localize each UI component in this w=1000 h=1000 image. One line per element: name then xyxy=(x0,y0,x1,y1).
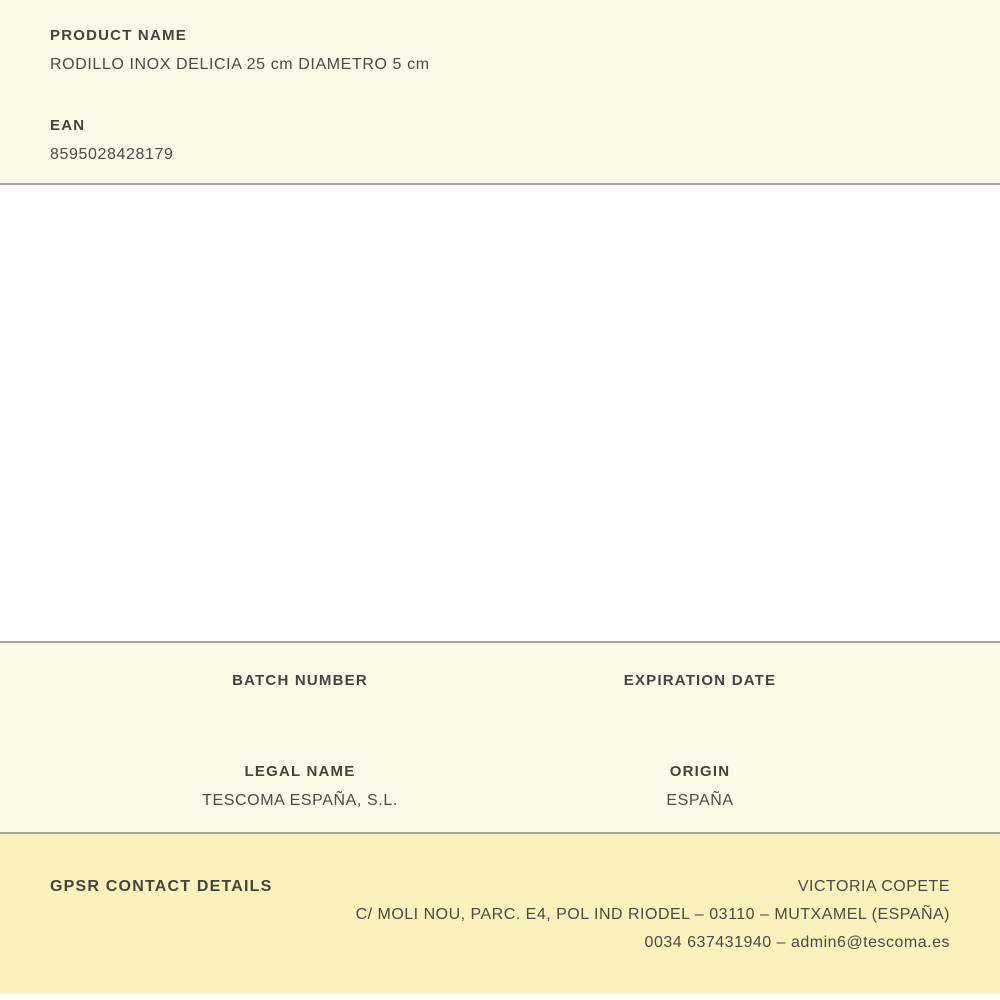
batch-number-value xyxy=(100,701,500,719)
details-section xyxy=(0,643,1000,834)
gpsr-contact-section xyxy=(0,834,1000,994)
ean-field xyxy=(50,117,950,164)
product-image-area xyxy=(0,185,1000,643)
contact-address: C/ MOLI NOU, PARC. E4, POL IND RIODEL – 03110 – MUTXAMEL (ESPAÑA) xyxy=(355,906,950,923)
expiration-date-field xyxy=(500,672,900,719)
origin-field xyxy=(500,763,900,810)
details-grid xyxy=(100,672,900,810)
contact-person-name: VICTORIA COPETE xyxy=(797,878,950,895)
origin-value: ESPAÑA xyxy=(666,792,734,809)
product-name-field xyxy=(50,27,950,74)
origin-label: ORIGIN xyxy=(669,763,731,780)
product-name-value: RODILLO INOX DELICIA 25 cm DIAMETRO 5 cm xyxy=(50,56,430,73)
expiration-date-label: EXPIRATION DATE xyxy=(623,672,777,689)
batch-number-label: BATCH NUMBER xyxy=(232,672,368,689)
batch-number-field xyxy=(100,672,500,719)
product-name-label: PRODUCT NAME xyxy=(50,27,187,44)
gpsr-contact-title: GPSR CONTACT DETAILS xyxy=(50,878,273,895)
legal-name-value: TESCOMA ESPAÑA, S.L. xyxy=(202,792,398,809)
ean-value: 8595028428179 xyxy=(50,146,174,163)
legal-name-label: LEGAL NAME xyxy=(244,763,356,780)
legal-name-field xyxy=(100,763,500,810)
gpsr-contact-lines xyxy=(356,877,950,961)
ean-label: EAN xyxy=(50,117,86,134)
contact-phone-email: 0034 637431940 – admin6@tescoma.es xyxy=(644,934,950,951)
expiration-date-value xyxy=(500,701,900,719)
product-header-section xyxy=(0,0,1000,185)
